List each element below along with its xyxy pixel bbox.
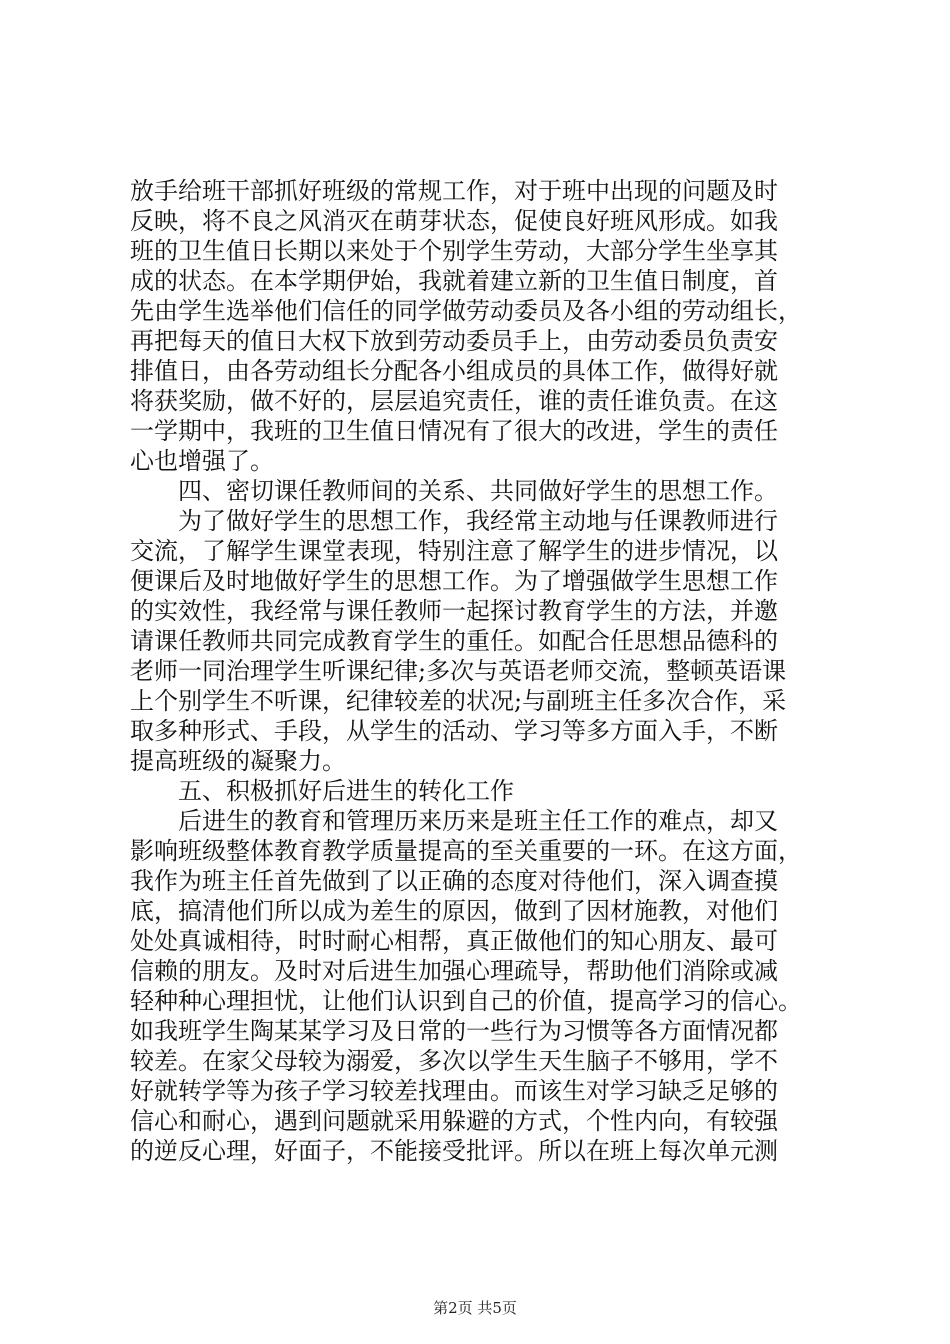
text-line: 排值日，由各劳动组长分配各小组成员的具体工作，做得好就	[130, 357, 778, 385]
text-line: 再把每天的值日大权下放到劳动委员手上，由劳动委员负责安	[130, 327, 778, 355]
text-line: 我作为班主任首先做到了以正确的态度对待他们，深入调查摸	[130, 867, 778, 895]
page-footer: 第2页 共5页	[433, 1299, 517, 1317]
text-line: 提高班级的凝聚力。	[130, 747, 346, 775]
text-line: 底，搞清他们所以成为差生的原因，做到了因材施教，对他们	[130, 897, 778, 925]
text-line: 请课任教师共同完成教育学生的重任。如配合任思想品德科的	[130, 627, 778, 655]
section-heading: 五、积极抓好后进生的转化工作	[178, 777, 514, 805]
text-line: 便课后及时地做好学生的思想工作。为了增强做学生思想工作	[130, 567, 778, 595]
text-line: 轻种种心理担忧，让他们认识到自己的价值，提高学习的信心。	[130, 987, 802, 1015]
text-line: 信赖的朋友。及时对后进生加强心理疏导，帮助他们消除或减	[130, 957, 778, 985]
section-heading: 四、密切课任教师间的关系、共同做好学生的思想工作。	[178, 477, 778, 505]
text-line: 上个别学生不听课，纪律较差的状况;与副班主任多次合作，采	[130, 687, 787, 715]
text-line: 好就转学等为孩子学习较差找理由。而该生对学习缺乏足够的	[130, 1077, 778, 1105]
text-line: 的逆反心理，好面子，不能接受批评。所以在班上每次单元测	[130, 1137, 778, 1165]
text-line: 反映，将不良之风消灭在萌芽状态，促使良好班风形成。如我	[130, 207, 778, 235]
text-line: 交流，了解学生课堂表现，特别注意了解学生的进步情况，以	[130, 537, 778, 565]
text-line: 心也增强了。	[130, 447, 274, 475]
text-line: 处处真诚相待，时时耐心相帮，真正做他们的知心朋友、最可	[130, 927, 778, 955]
text-line: 信心和耐心，遇到问题就采用躲避的方式，个性内向，有较强	[130, 1107, 778, 1135]
body-text	[130, 176, 830, 1166]
text-line: 的实效性，我经常与课任教师一起探讨教育学生的方法，并邀	[130, 597, 778, 625]
text-line: 老师一同治理学生听课纪律;多次与英语老师交流，整顿英语课	[130, 657, 787, 685]
text-line: 班的卫生值日长期以来处于个别学生劳动，大部分学生坐享其	[130, 237, 778, 265]
text-line: 取多种形式、手段，从学生的活动、学习等多方面入手，不断	[130, 717, 778, 745]
text-line: 如我班学生陶某某学习及日常的一些行为习惯等各方面情况都	[130, 1017, 778, 1045]
text-line: 一学期中，我班的卫生值日情况有了很大的改进，学生的责任	[130, 417, 778, 445]
text-line: 后进生的教育和管理历来历来是班主任工作的难点，却又	[178, 807, 778, 835]
text-line: 将获奖励，做不好的，层层追究责任，谁的责任谁负责。在这	[130, 387, 778, 415]
text-line: 成的状态。在本学期伊始，我就着建立新的卫生值日制度，首	[130, 267, 778, 295]
text-line: 先由学生选举他们信任的同学做劳动委员及各小组的劳动组长，	[130, 297, 802, 325]
text-line: 影响班级整体教育教学质量提高的至关重要的一环。在这方面，	[130, 837, 802, 865]
text-line: 为了做好学生的思想工作，我经常主动地与任课教师进行	[178, 507, 778, 535]
text-line: 放手给班干部抓好班级的常规工作，对于班中出现的问题及时	[130, 177, 778, 205]
text-line: 较差。在家父母较为溺爱，多次以学生天生脑子不够用，学不	[130, 1047, 778, 1075]
